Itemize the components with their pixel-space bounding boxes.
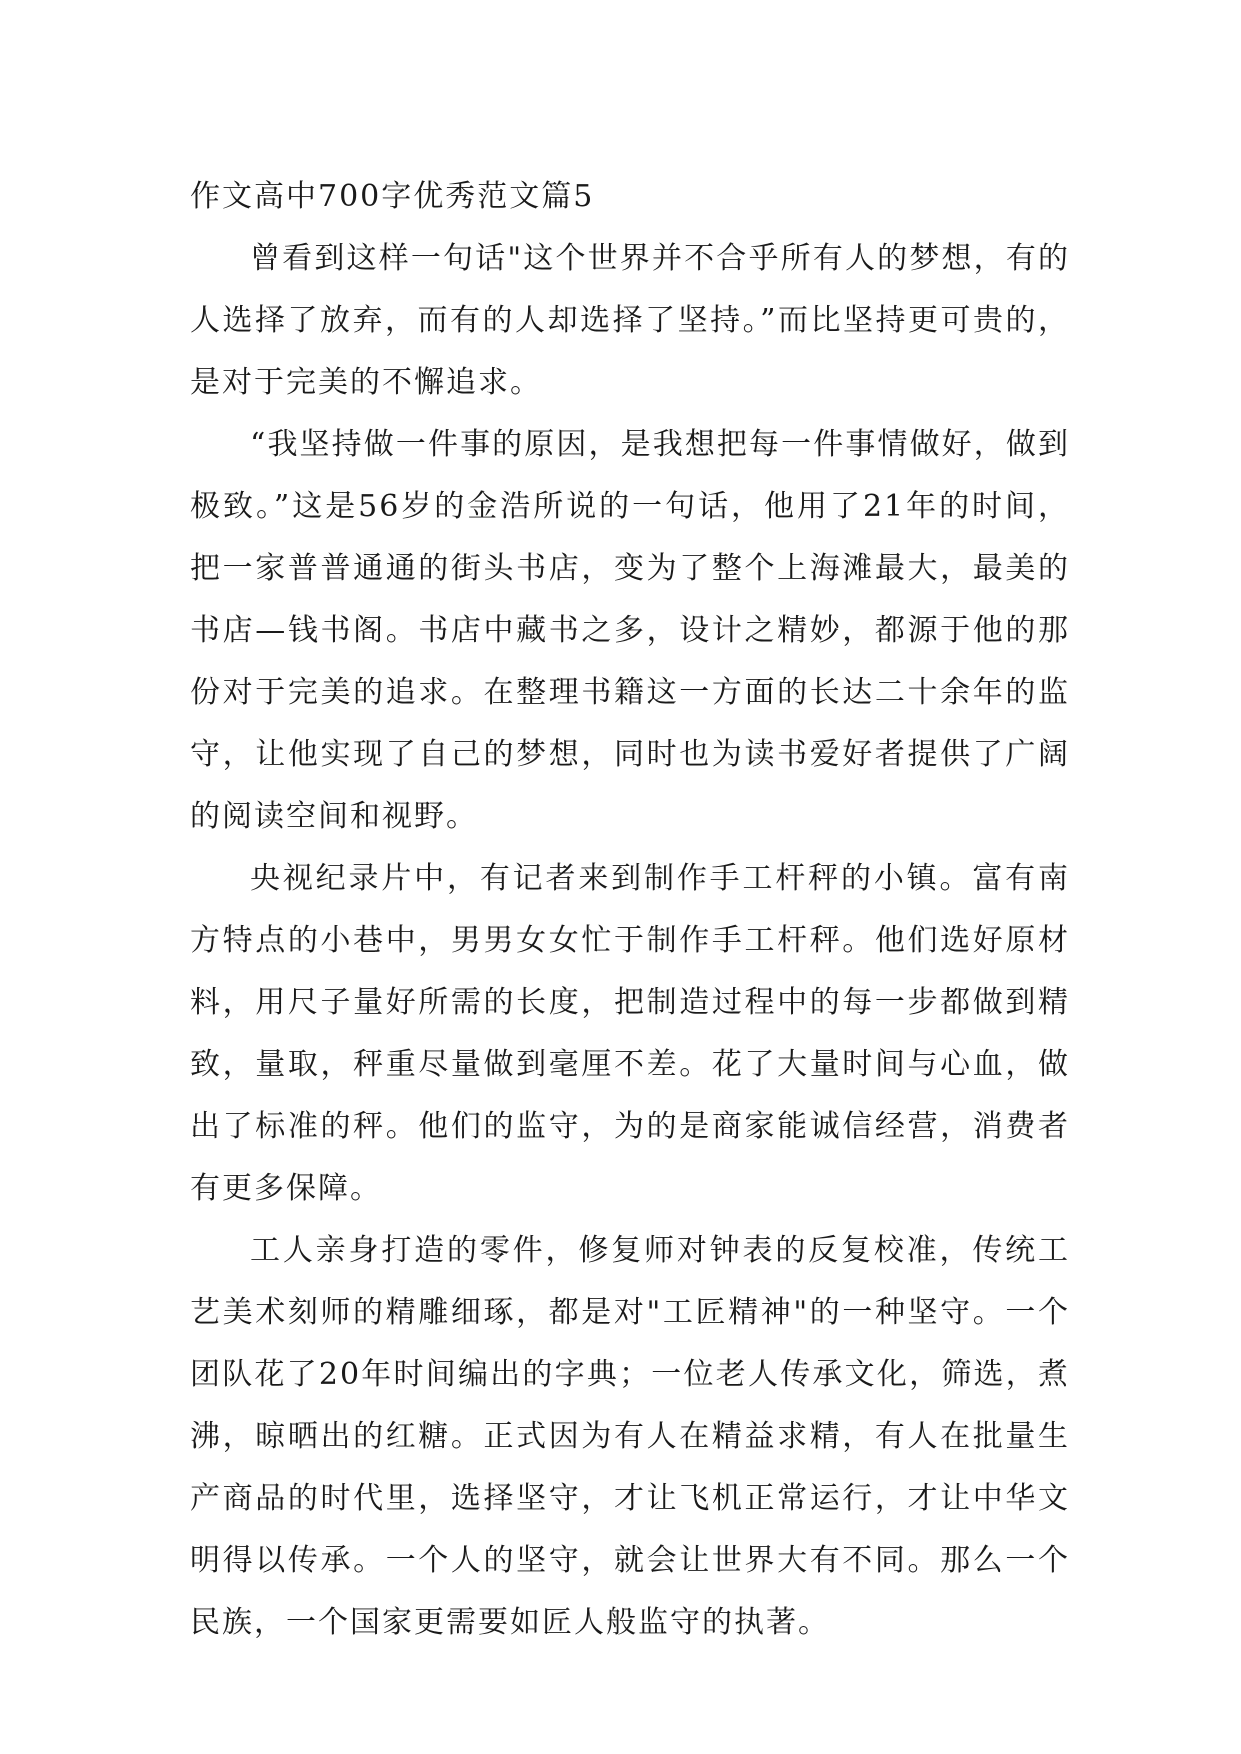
document-title: 作文高中700字优秀范文篇5: [190, 179, 595, 214]
paragraph-2: “我坚持做一件事的原因，是我想把每一件事情做好，做到极致。”这是56岁的金浩所说的一句话，他用了21年的时间，把一家普普通通的街头书店，变为了整个上海滩最大，最美的书店—钱书阁。书店中藏书之多，设计之精妙，都源于他的那份对于完美的追求。在整理书籍这一方面的长达二十余年的监守，让他实现了自己的梦想，同时也为读书爱好者提供了广阔的阅读空间和视野。: [190, 427, 1070, 834]
paragraph-1: 曾看到这样一句话"这个世界并不合乎所有人的梦想，有的人选择了放弃，而有的人却选择了坚持。”而比坚持更可贵的，是对于完美的不懈追求。: [190, 241, 1070, 400]
document-body: [190, 166, 1070, 1654]
paragraph-4: 工人亲身打造的零件，修复师对钟表的反复校准，传统工艺美术刻师的精雕细琢，都是对"工匠精神"的一种坚守。一个团队花了20年时间编出的字典；一位老人传承文化，筛选，煮沸，晾晒出的红糖。正式因为有人在精益求精，有人在批量生产商品的时代里，选择坚守，才让飞机正常运行，才让中华文明得以传承。一个人的坚守，就会让世界大有不同。那么一个民族，一个国家更需要如匠人般监守的执著。: [190, 1233, 1070, 1640]
paragraph-3: 央视纪录片中，有记者来到制作手工杆秤的小镇。富有南方特点的小巷中，男男女女忙于制作手工杆秤。他们选好原材料，用尺子量好所需的长度，把制造过程中的每一步都做到精致，量取，秤重尽量做到毫厘不差。花了大量时间与心血，做出了标准的秤。他们的监守，为的是商家能诚信经营，消费者有更多保障。: [190, 861, 1070, 1206]
